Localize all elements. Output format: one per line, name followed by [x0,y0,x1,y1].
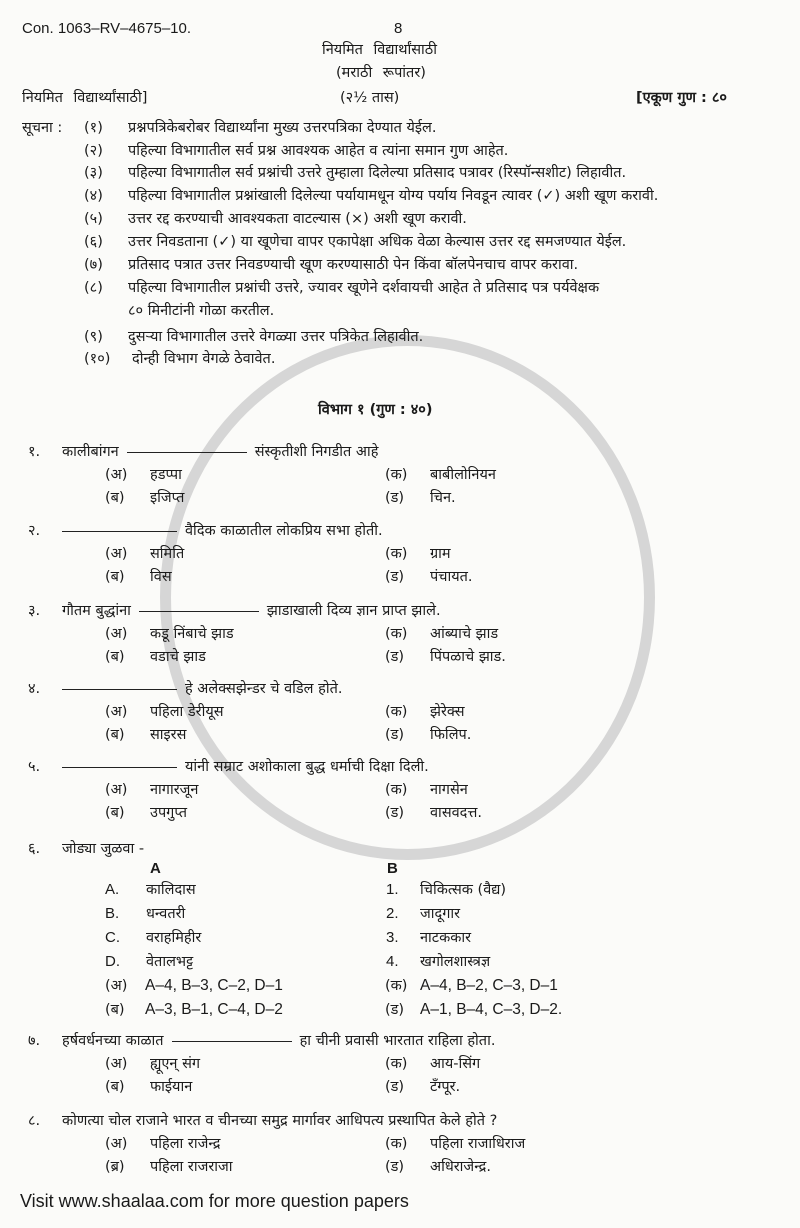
option-text[interactable]: आंब्याचे झाड [430,626,499,642]
match-b-item: जादूगार [420,906,461,922]
footer-link[interactable]: Visit www.shaalaa.com for more question papers [20,1191,409,1211]
match-a-item: वराहमिहीर [146,930,202,946]
option-label: (अ) [105,1056,128,1072]
instruction-text: पहिल्या विभागातील सर्व प्रश्न आवश्यक आहेत व त्यांना समान गुण आहेत. [128,143,509,159]
match-b-label: 4. [386,953,399,970]
option-text[interactable]: नागसेन [430,782,468,798]
option-label: (अ) [105,704,128,720]
option-text[interactable]: टँग्पूर. [430,1079,461,1095]
option-label: (क) [385,546,408,562]
option-label: (अ) [105,546,128,562]
page-number: 8 [394,20,403,37]
question-text-after: हे अलेक्सझेन्डर चे वडिल होते. [185,681,343,697]
option-label: (ब) [105,805,125,821]
instructions-label: सूचना : [22,120,63,136]
option-label: (अ) [105,1136,128,1152]
option-label: (क) [385,626,408,642]
question-text [62,1032,495,1050]
answer-blank [127,452,247,453]
header-left: नियमित विद्यार्थ्यांसाठी] [22,90,148,106]
paper-code: Con. 1063–RV–4675–10. [22,20,192,37]
instruction-number: (४) [84,188,103,204]
match-a-label: A. [105,881,120,898]
column-b-header: B [387,860,398,877]
option-label: (अ) [105,626,128,642]
match-a-item: धन्वतरी [146,906,186,922]
question-text-after: यांनी सम्राट अशोकाला बुद्ध धर्माची दिक्षा दिली. [185,759,429,775]
question-text-after: संस्कृतीशी निगडीत आहे [254,444,379,460]
instruction-text: दोन्ही विभाग वेगळे ठेवावेत. [132,351,276,367]
option-label: (क) [385,782,408,798]
question-text [62,1112,497,1130]
question-number: ५. [28,759,41,775]
match-a-label: D. [105,953,120,970]
question-text-after: झाडाखाली दिव्य ज्ञान प्राप्त झाले. [266,603,441,619]
question-text-after: हा चीनी प्रवासी भारतात राहिला होता. [299,1033,496,1049]
match-b-item: नाटककार [420,930,472,946]
option-label: (क) [385,1056,408,1072]
section-title: विभाग १ (गुण : ४०) [318,402,433,418]
option-text[interactable]: आय-सिंग [430,1056,481,1072]
instruction-number: (६) [84,234,103,250]
option-text[interactable]: बाबीलोनियन [430,467,496,483]
question-number: २. [28,523,41,539]
option-text[interactable]: A–4, B–2, C–3, D–1 [420,977,558,994]
match-b-item: खगोलशास्त्रज्ञ [420,954,491,970]
duration: (२½ तास) [340,90,400,106]
question-text [62,602,441,620]
option-label: (ड) [385,1159,405,1175]
option-text[interactable]: साइरस [150,727,187,743]
question-text [62,522,383,540]
option-text[interactable]: पहिला डेरीयूस [150,704,224,720]
question-number: ३. [28,603,41,619]
instruction-text: पहिल्या विभागातील प्रश्नांची उत्तरे, ज्यावर खूणेने दर्शवायची आहेत ते प्रतिसाद पत्र पर्यवेक्षक [128,280,600,296]
match-a-item: कालिदास [146,882,196,898]
instruction-number: (१) [84,120,103,136]
option-text[interactable]: A–3, B–1, C–4, D–2 [145,1001,283,1018]
instruction-number: (१०) [84,351,111,367]
option-label: (ब) [105,569,125,585]
match-a-label: B. [105,905,120,922]
column-a-header: A [150,860,161,877]
question-text-before: कोणत्या चोल राजाने भारत व चीनच्या समुद्र मार्गावर आधिपत्य प्रस्थापित केले होते ? [62,1113,498,1129]
option-text[interactable]: ग्राम [430,546,451,562]
instruction-number: (५) [84,211,103,227]
option-label: (ब्र) [105,1159,125,1175]
instruction-number: (९) [84,329,103,345]
option-text[interactable]: ह्यूएन् संग [150,1056,201,1072]
option-text[interactable]: विस [150,569,172,585]
instruction-number: (७) [84,257,103,273]
question-number: ४. [28,681,41,697]
option-text[interactable]: वडाचे झाड [150,649,206,665]
instruction-number: (८) [84,280,103,296]
option-label: (ड) [385,805,405,821]
option-text[interactable]: पहिला राजेन्द्र [150,1136,221,1152]
answer-blank [62,767,177,768]
instruction-number: (२) [84,143,103,159]
instruction-text: दुसऱ्या विभागातील उत्तरे वेगळ्या उत्तर पत्रिकेत लिहावीत. [128,329,424,345]
option-text[interactable]: पिंपळाचे झाड. [430,649,506,665]
instruction-text: उत्तर निवडताना (✓) या खूणेचा वापर एकापेक्षा अधिक वेळा केल्यास उत्तर रद्द समजण्यात येईल. [128,234,627,250]
option-text[interactable]: हडप्पा [150,467,182,483]
paper-subtitle: (मराठी रूपांतर) [336,65,426,81]
option-text[interactable]: फिलिप. [430,727,472,743]
option-text[interactable]: नागारजून [150,782,199,798]
option-label: (ड) [385,490,405,506]
match-a-item: वेतालभट्ट [146,954,194,970]
question-number: ७. [28,1033,41,1049]
instruction-text: पहिल्या विभागातील प्रश्नांखाली दिलेल्या पर्यायामधून योग्य पर्याय निवडून त्यावर (✓) अशी खूण करावी. [128,188,659,204]
option-text[interactable]: उपगुप्त [150,805,188,821]
option-text[interactable]: पहिला राजाधिराज [430,1136,526,1152]
match-b-label: 2. [386,905,399,922]
question-text [62,680,342,698]
option-text[interactable]: अधिराजेन्द्र. [430,1159,491,1175]
option-text[interactable]: कडू निंबाचे झाड [150,626,234,642]
option-label: (ड) [385,727,405,743]
match-b-label: 1. [386,881,399,898]
option-text[interactable]: झेरेक्स [430,704,465,720]
option-label: (अ) [105,467,128,483]
option-text[interactable]: समिति [150,546,185,562]
option-label: (क) [385,704,408,720]
match-b-label: 3. [386,929,399,946]
option-label: (ड) [385,1079,405,1095]
option-label: (अ) [105,782,128,798]
option-text[interactable]: इजिप्त [150,490,185,506]
match-a-label: C. [105,929,120,946]
question-number: ८. [28,1113,41,1129]
answer-blank [139,611,259,612]
question-text-after: वैदिक काळातील लोकप्रिय सभा होती. [185,523,383,539]
question-text [62,443,378,461]
option-label: (ब) [105,490,125,506]
instruction-text: प्रश्नपत्रिकेबरोबर विद्यार्थ्यांना मुख्य उत्तरपत्रिका देण्यात येईल. [128,120,437,136]
option-label: (ब) [105,649,125,665]
option-label: (क) [385,1136,408,1152]
option-label: (ब) [105,1079,125,1095]
question-text-before: हर्षवर्धनच्या काळात [62,1033,164,1049]
paper-title: नियमित विद्यार्थांसाठी [322,42,437,58]
instruction-number: (३) [84,165,103,181]
option-label: (ब) [105,727,125,743]
instruction-text: उत्तर रद्द करण्याची आवश्यकता वाटल्यास (×) अशी खूण करावी. [128,211,467,227]
question-text-before: गौतम बुद्धांना [62,603,131,619]
option-label: (अ) [105,978,128,994]
question-text-before: कालीबांगन [62,444,119,460]
option-text[interactable]: वासवदत्त. [430,805,483,821]
option-text[interactable]: A–1, B–4, C–3, D–2. [420,1001,563,1018]
option-label: (ड) [385,569,405,585]
option-label: (क) [385,467,408,483]
instruction-text: पहिल्या विभागातील सर्व प्रश्नांची उत्तरे तुम्हाला दिलेल्या प्रतिसाद पत्रावर (रिस्पॉन्सशीट) लिहावीत. [128,165,627,181]
instruction-text-continued: ८० मिनीटांनी गोळा करतील. [128,303,275,319]
option-text[interactable]: फाईयान [150,1079,193,1095]
option-text[interactable]: पंचायत. [430,569,473,585]
instruction-text: प्रतिसाद पत्रात उत्तर निवडण्याची खूण करण्यासाठी पेन किंवा बॉलपेनचाच वापर करावा. [128,257,579,273]
option-label: (क) [385,978,408,994]
option-label: (ड) [385,1002,405,1018]
answer-blank [62,689,177,690]
question-text [62,758,429,776]
option-text[interactable]: पहिला राजराजा [150,1159,233,1175]
answer-blank [62,531,177,532]
match-b-item: चिकित्सक (वैद्य) [420,882,507,898]
total-marks: [एकूण गुण : ८० [636,90,727,106]
answer-blank [172,1041,292,1042]
question-number: १. [28,444,41,460]
option-text[interactable]: चिन. [430,490,456,506]
option-text[interactable]: A–4, B–3, C–2, D–1 [145,977,283,994]
question-text: जोड्या जुळवा - [62,841,145,857]
option-label: (ड) [385,649,405,665]
question-number: ६. [28,841,41,857]
option-label: (ब) [105,1002,125,1018]
